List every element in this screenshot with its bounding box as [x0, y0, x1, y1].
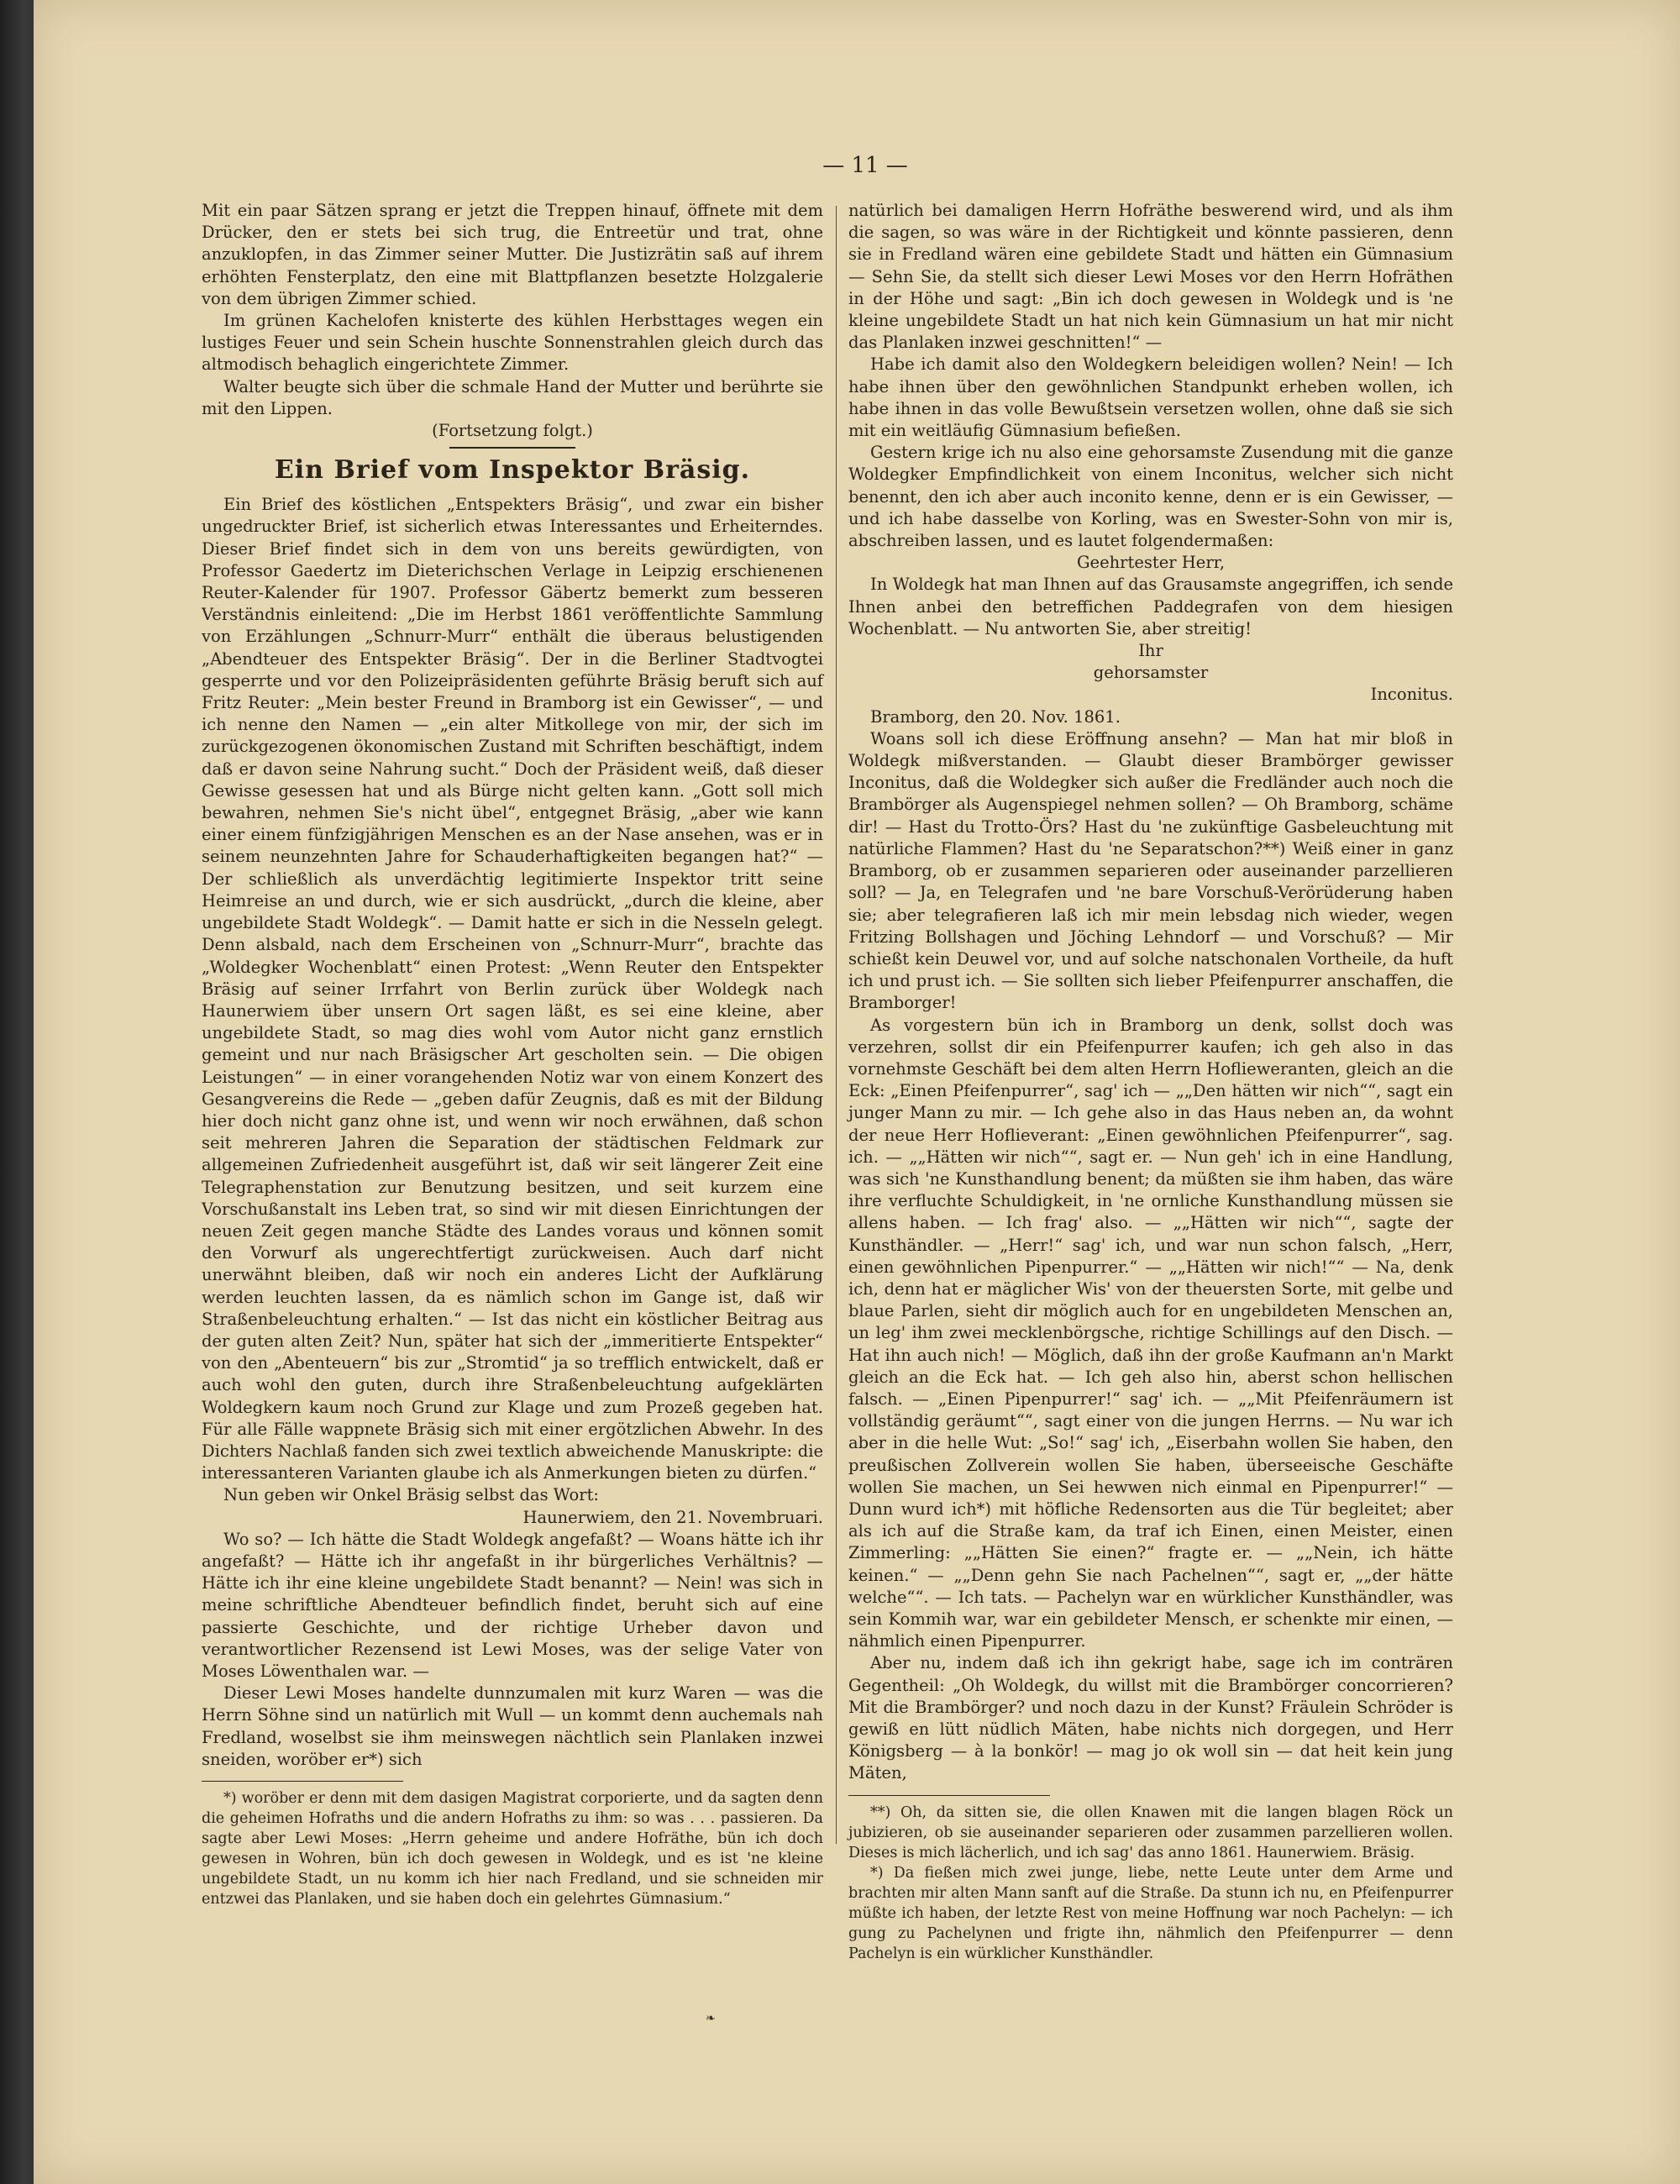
footnote: *) woröber er denn mit dem dasigen Magistrat corporierte, und da sagten denn die geheimen Hofraths und die andern Hofraths zu ihm: so was . . . passieren. Da sagte aber Lewi Moses: „Herrn geheime und andere Hofräthe, bün ich doch gewesen in Wohren, bün ich doch gewesen in Woldegk, und es ist 'ne kleine ungebildete Stadt, un nu komm ich hier nach Fredland, und sie schneiden mir entzwei das Planlaken, und sie haben doch ein gelehrtes Gümnasium.“ [202, 1790, 823, 1908]
paragraph: Ein Brief des köstlichen „Entspekters Bräsig“, und zwar ein bisher ungedruckter Brief, ist sicherlich etwas Interessantes und Erheiterndes. Dieser Brief findet sich in dem von uns bereits gewürdigten, von Professor Gaedertz im Dieterichschen Verlage in Leipzig erschienenen Reuter-Kalender für 1907. Professor Gäbertz bemerkt zum besseren Verständnis einleitend: „Die im Herbst 1861 veröffentlichte Sammlung von Erzählungen „Schnurr-Murr“ enthält die überaus belustigenden „Abendteuer des Entspekter Bräsig“. Der in die Berliner Stadtvogtei gesperrte und vor den Polizeipräsidenten geführte Bräsig beruft sich auf Fritz Reuter: „Mein bester Freund in Bramborg ist ein Gewisser“, — und ich nenne den Namen — „ein alter Mitkollege von mir, der sich im zurückgezogenen ökonomischen Zustand mit Schriften beschäftigt, indem daß er davon seine Nahrung sucht.“ Doch der Präsident weiß, daß dieser Gewisse gesessen hat und als Bürge nicht gelten kann. „Gott soll mich bewahren, nehmen Sie's nicht übel“, entgegnet Bräsig, „aber wie kann einer einem fünfzigjährigen Menschen es an der Nase ansehen, was er in seinem neunzehnten Jahre for Schauderhaftigkeiten begangen hat?“ — Der schließlich als unverdächtig legitimierte Inspektor tritt seine Heimreise an und durch, wie er sich ausdrückt, „durch die kleine, aber ungebildete Stadt Woldegk“. — Damit hatte er sich in die Nesseln gelegt. Denn alsbald, nach dem Erscheinen von „Schnurr-Murr“, brachte das „Woldegker Wochenblatt“ einen Protest: „Wenn Reuter den Entspekter Bräsig auf seiner Irrfahrt von Berlin zurück über Woldegk nach Haunerwiem über unsern Ort sagen läßt, es sei eine kleine, aber ungebildete Stadt, so mag dies wohl vom Autor nicht ganz ernstlich gemeint und nur nach Bräsigscher Art gescholten sein. — Die obigen Leistungen“ — in einer vorangehenden Notiz war von einem Konzert des Gesangvereins die Rede — „geben dafür Zeugnis, daß es mit der Bildung hier doch nicht ganz ohne ist, und wenn wir noch erwähnen, daß schon seit mehreren Jahren die Separation der städtischen Feldmark zur allgemeinen Zufriedenheit ausgeführt ist, daß wir seit längerer Zeit eine Telegraphenstation zur Benutzung besitzen, und seit kurzem eine Vorschußanstalt ins Leben trat, so sind wir mit diesen Einrichtungen der neuen Zeit gegen manche Städte des Landes voraus und können somit den Vorwurf als ungerechtfertigt zurückweisen. Auch darf nicht unerwähnt bleiben, daß wir noch ein anderes Licht der Aufklärung werden leuchten lassen, da es nämlich schon im Gange ist, daß wir Straßenbeleuchtung erhalten.“ — Ist das nicht ein köstlicher Beitrag aus der guten alten Zeit? Nun, später hat sich der „immeritierte Entspekter“ von den „Abenteuern“ bis zur „Stromtid“ ja so trefflich entwickelt, daß er auch wohl den guten, durch ihre Straßenbeleuchtung aufgeklärten Woldegkern kaum noch Grund zur Klage und zum Prozeß gegeben hat. Für alle Fälle wappnete Bräsig sich mit einer ergötzlichen Abwehr. In des Dichters Nachlaß fanden sich zwei textlich abweichende Manuskripte: die interessanteren Varianten glaube ich als Anmerkungen bieten zu dürfen.“ [202, 495, 823, 1483]
article-heading: Ein Brief vom Inspektor Bräsig. [274, 455, 751, 486]
column-divider [836, 206, 837, 1844]
dateline: Bramborg, den 20. Nov. 1861. [870, 706, 1121, 727]
paragraph: Nun geben wir Onkel Bräsig selbst das Wort: [223, 1485, 599, 1505]
paragraph: Aber nu, indem daß ich ihn gekrigt habe, sage ich im conträren Gegentheil: „Oh Woldegk, du willst mit die Brambörger concorrieren? Mit die Brambörger? und noch dazu in der Kunst? Fräulein Schröder is gewiß en lütt nüdlich Mäten, habe nichts nich dorgegen, und Herr Königsberg — à la bonkör! — mag jo ok woll sin — dat heit kein jung Mäten, [848, 1653, 1453, 1783]
salutation: Geehrtester Herr, [1076, 553, 1226, 573]
paragraph: In Woldegk hat man Ihnen auf das Grausamste angegriffen, ich sende Ihnen anbei den betreffichen Paddegrafen von dem hiesigen Wochenblatt. — Nu antworten Sie, aber streitig! [848, 575, 1453, 638]
section-rule [449, 447, 575, 449]
continued-note: (Fortsetzung folgt.) [432, 421, 593, 441]
dateline: Haunerwiem, den 21. Novembruari. [522, 1507, 823, 1527]
paragraph: As vorgestern bün ich in Bramborg un denk, sollst doch was verzehren, sollst dir ein Pfeifenpurrer kaufen; ich geh also in das vornehmste Geschäft bei dem alten Herrn Hoflieweranten, gleich an die Eck: „Einen Pfeifenpurrer“, sag' ich — „„Den hätten wir nich““, sagt ein junger Mann zu mir. — Ich gehe also in das Haus neben an, da wohnt der neue Herr Hoflieverant: „Einen gewöhnlichen Pfeifenpurrer“, sag. ich. — „„Hätten wir nich““, sagt er. — Nun geh' ich in eine Handlung, was sich 'ne Kunsthandlung benent; da müßten sie ihm haben, das wäre ihre verfluchte Schuldigkeit, in 'ne ornliche Kunsthandlung müssen sie allens haben. — Ich frag' also. — „„Hätten wir nich““, sagte der Kunsthändler. — „Herr!“ sag' ich, und war nun schon falsch, „Herr, einen gewöhnlichen Pipenpurrer.“ — „„Hätten wir nich!““ — Na, denk ich, denn hat er mäglicher Wis' von der theuersten Sorte, mit gelbe und blaue Parlen, sieht dir möglich auch for en ungebildeten Menschen an, un leg' ihm zwei mecklenbörgsche, richtige Schillings auf den Disch. — Hat ihn auch nich! — Möglich, daß ihn der große Kaufmann an'n Markt gleich an die Eck hat. — Ich geh also hin, aberst schon hellischen falsch. — „Einen Pipenpurrer!“ sag' ich. — „„Mit Pfeifenräumern ist vollständig geräumt““, sagt einer von die jungen Herrns. — Nu war ich aber in die helle Wut: „So!“ sag' ich, „Eiserbahn wollen Sie haben, den preußischen Zollverein wollen Sie haben, überseeische Geschäfte wollen Sie machen, un Sei hewwen nich einmal en Pipenpurrer!“ — Dunn wurd ich*) mit höfliche Redensorten aus die Tür begleitet; aber als ich auf die Straße kam, da traf ich Einen, einen Meister, einen Zimmerling: „„Hätten Sie einen?“ fragte er. — „„Nein, ich hätte keinen.“ — „„Denn gehn Sie nach Pachelnen““, sagt er, „„der hätte welche““. — Ich tats. — Pachelyn war en würklicher Kunsthändler, was sein Kommih war, war ein gebildeter Mensch, er schenkte mir einen, — nähmlich einen Pipenpurrer. [848, 1015, 1453, 1651]
paragraph: Woans soll ich diese Eröffnung ansehn? — Man hat mir bloß in Woldegk mißverstanden. — Glaubt dieser Brambörger gewisser Inconitus, daß die Woldegker sich außer die Fredländer auch noch die Brambörger als Augenspiegel nehmen sollen? — Oh Bramborg, schäme dir! — Hast du Trotto-Örs? Hast du 'ne zukünftige Gasbeleuchtung mit natürliche Flammen? Hast du 'ne Separatschon?**) Weiß einer in ganz Bramborg, ob er zusammen separieren oder auseinander parzellieren soll? — Ja, en Telegrafen und 'ne bare Vorschuß-Verörüderung haben sie; aber telegrafieren laß ich mir mein lebsdag nich wieder, wegen Fritzing Bollshagen und Jöching Lehndorf — und Vorschuß? — Mir schießt kein Deuwel vor, und auf solche natschonalen Vortheile, da huft ich und prust ich. — Sie sollten sich lieber Pfeifenpurrer anschaffen, die Bramborger! [848, 728, 1453, 1013]
right-column [848, 200, 1453, 1964]
closing: Ihr [1138, 641, 1163, 661]
footnote: **) Oh, da sitten sie, die ollen Knawen mit die langen blagen Röck un jubizieren, ob sie auseinander separieren oder zusammen parzellieren wollen. Dieses is mich lächerlich, und ich sag' das anno 1861. Haunerwiem. Bräsig. [848, 1803, 1453, 1861]
paragraph: Dieser Lewi Moses handelte dunnzumalen mit kurz Waren — was die Herrn Söhne sind un natürlich mit Wull — un kommt denn auchemals nah Fredland, woselbst sie ihm meinswegen nächtlich sein Planlaken inzwei sneiden, woröber er*) sich [202, 1683, 823, 1769]
paragraph: Wo so? — Ich hätte die Stadt Woldegk angefaßt? — Woans hätte ich ihr angefaßt? — Hätte ich ihr angefaßt in ihr bürgerliches Verhältnis? — Hätte ich ihr eine kleine ungebildete Stadt benannt? — Nein! was sich in meine schriftliche Abendteuer befindlich findet, beruht sich auf eine passierte Geschichte, und der richtige Urheber davon und verantwortlicher Rezensend ist Lewi Moses, was der selige Vater von Moses Löwenthalen war. — [202, 1529, 823, 1681]
paragraph: Mit ein paar Sätzen sprang er jetzt die Treppen hinauf, öffnete mit dem Drücker, den er stets bei sich trug, die Entreetür und trat, ohne anzuklopfen, in das Zimmer seiner Mutter. Die Justizrätin saß auf ihrem erhöhten Fensterplatz, den eine mit Blattpflanzen besetzte Holzgalerie von dem übrigen Zimmer schied. [202, 201, 823, 308]
footnote: *) Da fießen mich zwei junge, liebe, nette Leute unter dem Arme und brachten mir alten Mann sanft auf die Straße. Da stunn ich nu, en Pfeifenpurrer müßte ich haben, der letzte Rest von meine Hoffnung war noch Pachelyn: — ich gung zu Pachelynen und frigte ihn, nähmlich den Pfeifenpurrer — denn Pachelyn is ein würklicher Kunsthändler. [848, 1864, 1453, 1962]
paragraph: Walter beugte sich über die schmale Hand der Mutter und berührte sie mit den Lippen. [202, 376, 823, 418]
signature: Inconitus. [1370, 685, 1453, 705]
page-number: — 11 — [822, 153, 908, 178]
footnote-rule [848, 1795, 1050, 1796]
closing: gehorsamster [1093, 663, 1209, 683]
paragraph: natürlich bei damaligen Herrn Hofräthe beswerend wird, und als ihm die sagen, so was wäre in der Richtigkeit und könnte passieren, denn sie in Fredland wären eine gebildete Stadt und hätten ein Gümnasium — Sehn Sie, da stellt sich dieser Lewi Moses vor den Herrn Hofräthen in der Höhe und sagt: „Bin ich doch gewesen in Woldegk und is 'ne kleine ungebildete Stadt un hat nich kein Gümnasium un hat mir nicht das Planlaken inzwei geschnitten!“ — [848, 201, 1453, 353]
left-column [202, 200, 823, 1909]
paragraph: Im grünen Kachelofen knisterte des kühlen Herbsttages wegen ein lustiges Feuer und sein Schein huschte Sonnenstrahlen gleich durch das altmodisch behaglich eingerichtete Zimmer. [202, 311, 823, 375]
footnote-rule [202, 1781, 403, 1782]
printer-mark: ❧ [706, 2012, 716, 2025]
paragraph: Habe ich damit also den Woldegkern beleidigen wollen? Nein! — Ich habe ihnen über den gewöhnlichen Standpunkt erheben wollen, ich habe ihnen in das volle Bewußtsein versetzen wollen, ohne daß sie sich mit ein weitläufig Gümnasium befießen. [848, 354, 1453, 441]
paragraph: Gestern krige ich nu also eine gehorsamste Zusendung mit die ganze Woldegker Empfindlichkeit von einem Inconitus, welcher sich nicht benennt, den ich aber auch inconito kenne, denn er is ein Gewisser, — und ich habe dasselbe von Korling, was en Swester-Sohn von mir is, abschreiben lassen, und es lautet folgendermaßen: [848, 443, 1453, 551]
